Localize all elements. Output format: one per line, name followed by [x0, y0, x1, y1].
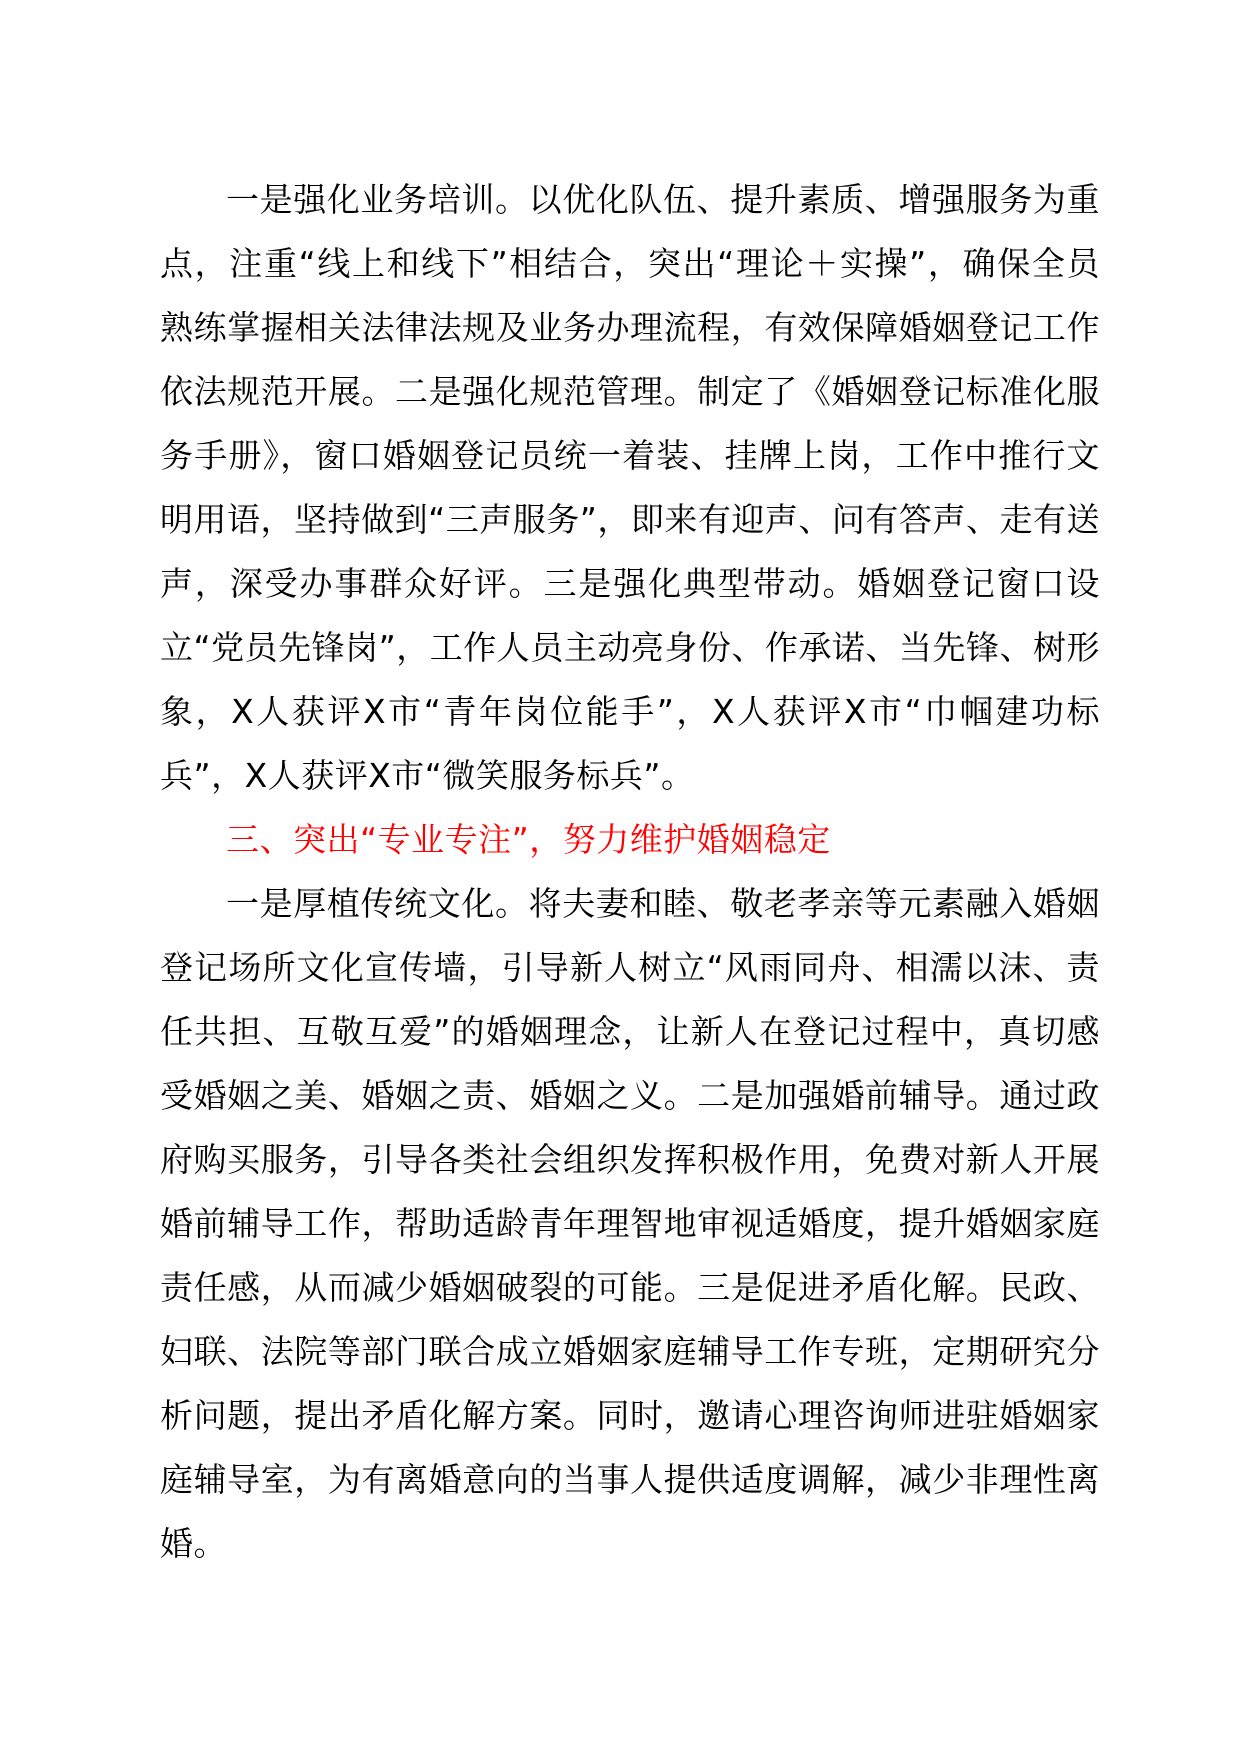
section-heading-3: 三、突出“专业专注”，努力维护婚姻稳定	[226, 820, 831, 859]
paragraph-marriage-stability: 一是厚植传统文化。将夫妻和睦、敬老孝亲等元素融入婚姻登记场所文化宣传墙，引导新人树立“风雨同舟、相濡以沫、责任共担、互敬互爱”的婚姻理念，让新人在登记过程中，真切感受婚姻之美、婚姻之责、婚姻之义。二是加强婚前辅导。通过政府购买服务，引导各类社会组织发挥积极作用，免费对新人开展婚前辅导工作，帮助适龄青年理智地审视适婚度，提升婚姻家庭责任感，从而减少婚姻破裂的可能。三是促进矛盾化解。民政、妇联、法院等部门联合成立婚姻家庭辅导工作专班，定期研究分析问题，提出矛盾化解方案。同时，邀请心理咨询师进驻婚姻家庭辅导室，为有离婚意向的当事人提供适度调解，减少非理性离婚。	[160, 884, 1100, 1563]
paragraph-training-management: 一是强化业务培训。以优化队伍、提升素质、增强服务为重点，注重“线上和线下”相结合，突出“理论＋实操”，确保全员熟练掌握相关法律法规及业务办理流程，有效保障婚姻登记工作依法规范开展。二是强化规范管理。制定了《婚姻登记标准化服务手册》，窗口婚姻登记员统一着装、挂牌上岗，工作中推行文明用语，坚持做到“三声服务”，即来有迎声、问有答声、走有送声，深受办事群众好评。三是强化典型带动。婚姻登记窗口设立“党员先锋岗”，工作人员主动亮身份、作承诺、当先锋、树形象，X人获评X市“青年岗位能手”，X人获评X市“巾帼建功标兵”，X人获评X市“微笑服务标兵”。	[160, 180, 1100, 795]
document-body	[160, 168, 1100, 1576]
